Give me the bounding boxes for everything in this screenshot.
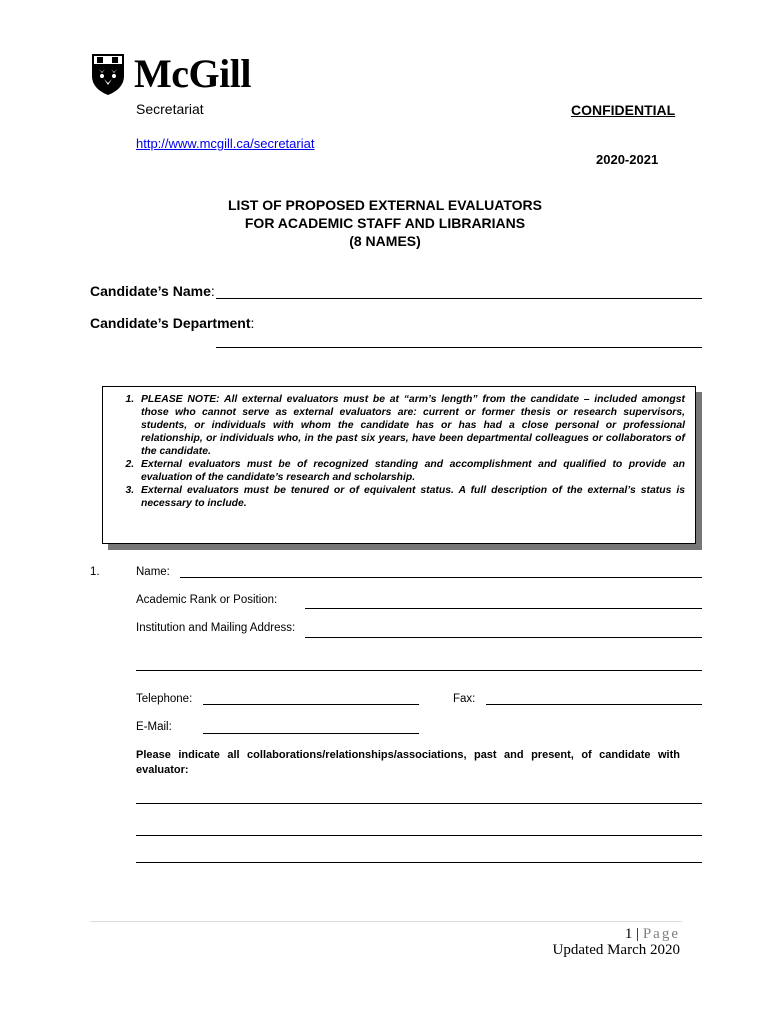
address-label: Institution and Mailing Address: bbox=[136, 622, 296, 634]
collaboration-field-line-1[interactable] bbox=[136, 803, 702, 804]
telephone-field[interactable] bbox=[203, 704, 419, 705]
candidate-department-field[interactable] bbox=[216, 347, 702, 348]
collaboration-field-line-2[interactable] bbox=[136, 835, 702, 836]
brand-name: McGill bbox=[134, 51, 251, 96]
fax-field[interactable] bbox=[486, 704, 702, 705]
collaboration-field-line-3[interactable] bbox=[136, 862, 702, 863]
page-separator: | bbox=[636, 926, 640, 942]
document-title bbox=[100, 196, 670, 250]
notes-box bbox=[102, 386, 696, 544]
updated-date: Updated March 2020 bbox=[552, 942, 680, 958]
footer-divider bbox=[90, 921, 682, 922]
mcgill-logo bbox=[90, 52, 251, 96]
title-line-1: LIST OF PROPOSED EXTERNAL EVALUATORS bbox=[228, 197, 542, 213]
collaboration-instructions: Please indicate all collaborations/relationships/associations, past and present, of candidate with evaluator: bbox=[136, 749, 680, 776]
address-field-line-1[interactable] bbox=[305, 637, 702, 638]
evaluator-number: 1. bbox=[90, 566, 100, 578]
title-line-2: FOR ACADEMIC STAFF AND LIBRARIANS bbox=[244, 215, 526, 231]
department-name: Secretariat bbox=[136, 101, 204, 117]
academic-year: 2020-2021 bbox=[596, 152, 659, 167]
page-number-value: 1 bbox=[624, 926, 633, 942]
page-word: Page bbox=[642, 926, 680, 942]
rank-field[interactable] bbox=[305, 608, 702, 609]
confidential-label: CONFIDENTIAL bbox=[571, 102, 676, 118]
rank-label: Academic Rank or Position: bbox=[136, 594, 278, 606]
address-field-line-2[interactable] bbox=[136, 670, 702, 671]
notes-list bbox=[137, 393, 685, 510]
telephone-label: Telephone: bbox=[136, 693, 193, 705]
secretariat-link[interactable]: http://www.mcgill.ca/secretariat bbox=[136, 136, 315, 151]
crest-icon bbox=[90, 52, 126, 96]
evaluator-name-label: Name: bbox=[136, 566, 170, 578]
fax-label: Fax: bbox=[453, 693, 476, 705]
note-item: 1. PLEASE NOTE: All external evaluators must be at “arm’s length” from the candidate – included amongst those who cannot serve as external evaluators are: current or former thesis or research supervisors, students, or individuals with whom the candidate has or has had a close personal or professional relationship, or individuals who, in the past six years, have been departmental colleagues or collaborators of the candidate. bbox=[137, 393, 685, 458]
note-item: 2. External evaluators must be of recognized standing and accomplishment and qualified to provide an evaluation of the candidate’s research and scholarship. bbox=[137, 458, 685, 484]
candidate-department-label: Candidate’s Department: bbox=[90, 315, 255, 331]
candidate-name-field[interactable] bbox=[216, 298, 702, 299]
evaluator-name-field[interactable] bbox=[180, 577, 702, 578]
page-number bbox=[560, 926, 680, 943]
candidate-name-label: Candidate’s Name: bbox=[90, 283, 215, 299]
email-label: E-Mail: bbox=[136, 721, 172, 733]
note-item: 3. External evaluators must be tenured or of equivalent status. A full description of the external’s status is necessary to include. bbox=[137, 484, 685, 510]
email-field[interactable] bbox=[203, 733, 419, 734]
title-line-3: (8 NAMES) bbox=[349, 233, 421, 249]
